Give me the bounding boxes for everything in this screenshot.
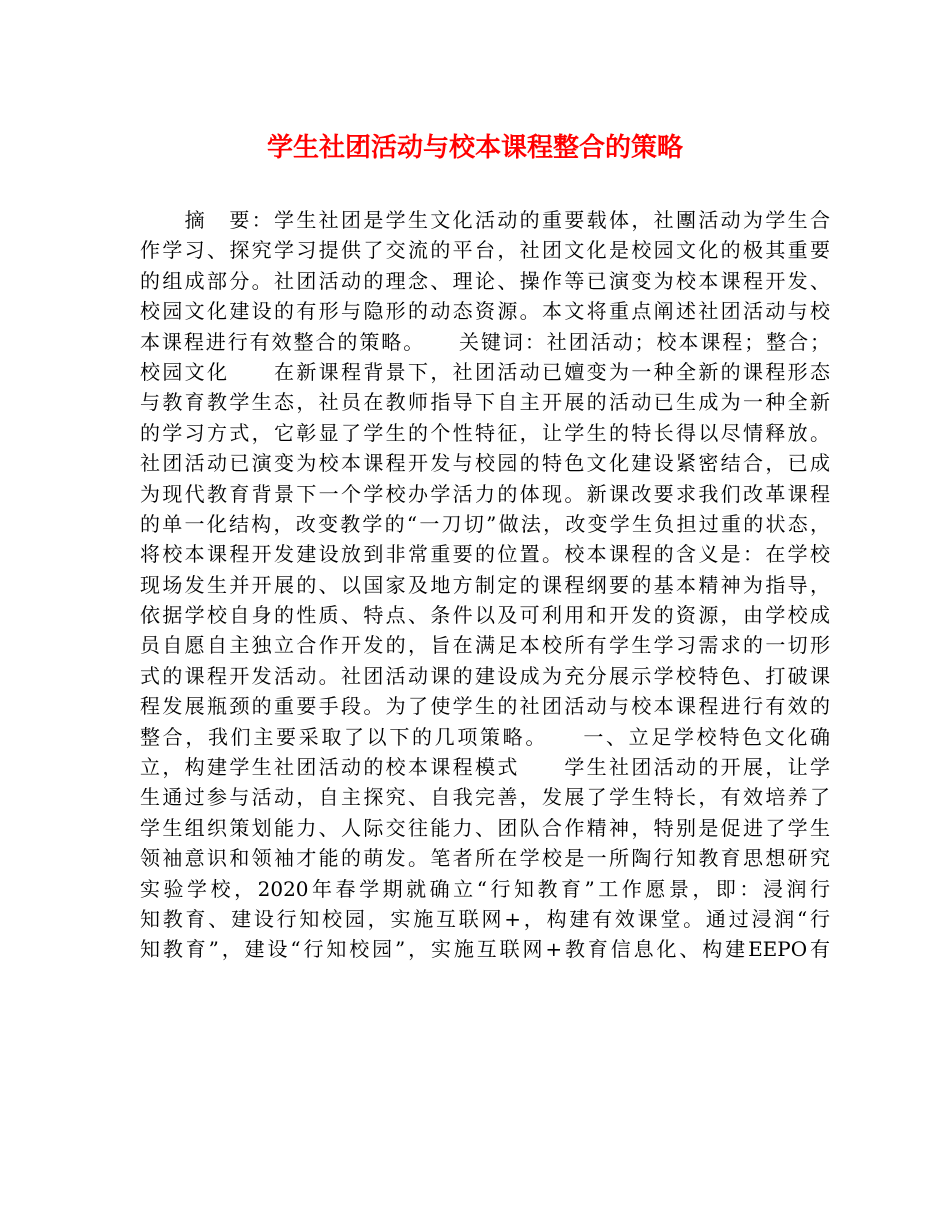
body-line: 社团活动已演变为校本课程开发与校园的特色文化建设紧密结合，已成 (140, 451, 830, 476)
body-line: 生通过参与活动，自主探究、自我完善，发展了学生特长，有效培养了 (140, 785, 830, 810)
body-line: 领袖意识和领袖才能的萌发。笔者所在学校是一所陶行知教育思想研究 (140, 846, 830, 871)
body-line: 整合，我们主要采取了以下的几项策略。 一、立足学校特色文化确 (140, 724, 830, 749)
body-line: 立，构建学生社团活动的校本课程模式 学生社团活动的开展，让学 (140, 755, 830, 780)
body-line: 本课程进行有效整合的策略。 关键词：社团活动；校本课程；整合； (140, 329, 830, 354)
body-line: 式的课程开发活动。社团活动课的建设成为充分展示学校特色、打破课 (140, 663, 830, 688)
body-line: 学生组织策划能力、人际交往能力、团队合作精神，特别是促进了学生 (140, 815, 830, 840)
body-line: 与教育教学生态，社员在教师指导下自主开展的活动已生成为一种全新 (140, 390, 830, 415)
body-line: 为现代教育背景下一个学校办学活力的体现。新课改要求我们改革课程 (140, 481, 830, 506)
body-line: 依据学校自身的性质、特点、条件以及可利用和开发的资源，由学校成 (140, 603, 830, 628)
body-line: 的单一化结构，改变教学的“一刀切”做法，改变学生负担过重的状态， (140, 511, 830, 536)
document-body (140, 205, 830, 965)
body-line: 员自愿自主独立合作开发的，旨在满足本校所有学生学习需求的一切形 (140, 633, 830, 658)
body-line: 的学习方式，它彰显了学生的个性特征，让学生的特长得以尽情释放。 (140, 420, 830, 445)
body-line: 知教育、建设行知校园，实施互联网+，构建有效课堂。通过浸润“行 (140, 906, 830, 931)
body-line: 程发展瓶颈的重要手段。为了使学生的社团活动与校本课程进行有效的 (140, 694, 830, 719)
body-line: 实验学校，2020年春学期就确立“行知教育”工作愿景，即：浸润行 (140, 876, 830, 901)
body-line: 校园文化建设的有形与隐形的动态资源。本文将重点阐述社团活动与校 (140, 299, 830, 324)
body-line: 校园文化 在新课程背景下，社团活动已嬗变为一种全新的课程形态 (140, 359, 830, 384)
body-line: 作学习、探究学习提供了交流的平台，社团文化是校园文化的极其重要 (140, 238, 830, 263)
body-line: 将校本课程开发建设放到非常重要的位置。校本课程的含义是：在学校 (140, 542, 830, 567)
body-line: 的组成部分。社团活动的理念、理论、操作等已演变为校本课程开发、 (140, 268, 830, 293)
body-line: 摘 要：学生社团是学生文化活动的重要载体，社團活动为学生合 (140, 208, 830, 232)
body-line: 知教育”，建设“行知校园”，实施互联网+教育信息化、构建EEPO有 (140, 937, 830, 962)
document-title: 学生社团活动与校本课程整合的策略 (266, 133, 683, 163)
body-line: 现场发生并开展的、以国家及地方制定的课程纲要的基本精神为指导， (140, 572, 830, 597)
